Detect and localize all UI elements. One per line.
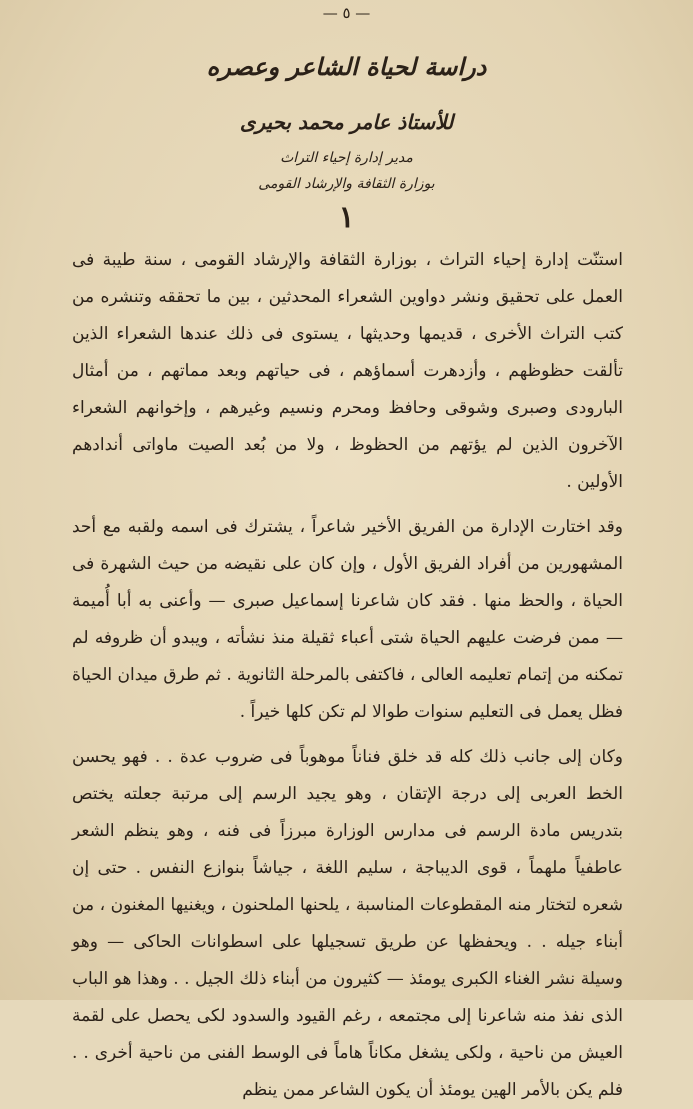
author-affiliation-line-2: بوزارة الثقافة والإرشاد القومى: [258, 176, 435, 192]
author-line: للأستاذ عامر محمد بحيرى: [239, 110, 454, 134]
paragraph-3: وكان إلى جانب ذلك كله قد خلق فناناً موهوباً فى ضروب عدة . . فهو يحسن الخط العربى إلى درجة الإتقان ، وهو يجيد الرسم إلى مرتبة جعلته يختص بتدريس مادة الرسم فى مدارس الوزارة مبرزاً فى فنه ، وهو ينظم الشعر عاطفياً ملهماً ، قوى الديباجة ، سليم اللغة ، جياشاً بنوازع النفس . حتى إن شعره لتختار منه المقطوعات المناسبة ، يلحنها الملحنون ، ويغنيها المغنون ، من أبناء جيله . . ويحفظها عن طريق تسجيلها على اسطوانات الحاكى — وهو وسيلة نشر الغناء الكبرى يومئذ — كثيرون من أبناء ذلك الجيل . . وهذا هو الباب الذى نفذ منه شاعرنا إلى مجتمعه ، رغم القيود والسدود لكى يحصل على لقمة العيش من ناحية ، ولكى يشغل مكاناً هاماً فى الوسط الفنى من ناحية أخرى . . فلم يكن بالأمر الهين يومئذ أن يكون الشاعر ممن ينظم: [72, 747, 623, 1100]
page-title: دراسة لحياة الشاعر وعصره: [206, 52, 487, 81]
section-number: ١: [338, 200, 355, 235]
paragraph-1: استنّت إدارة إحياء التراث ، بوزارة الثقافة والإرشاد القومى ، سنة طيبة فى العمل على تحقيق ونشر دواوين الشعراء المحدثين ، بين ما تحققه وتنشره من كتب التراث الأخرى ، قديمها وحديثها ، يستوى فى ذلك عندها الشعراء الذين تألقت حظوظهم ، وأزدهرت أسماؤهم ، فى حياتهم وبعد مماتهم ، من أمثال البارودى وصبرى وشوقى وحافظ ومحرم ونسيم وغيرهم ، وإخوانهم الشعراء الآخرون الذين لم يؤتهم من الحظوظ ، ولا من بُعد الصيت ماواتى أندادهم الأولين .: [72, 250, 623, 492]
body-text: [72, 242, 623, 1109]
page-number: — ٥ —: [322, 4, 371, 22]
paragraph-2: وقد اختارت الإدارة من الفريق الأخير شاعراً ، يشترك فى اسمه ولقبه مع أحد المشهورين من أفراد الفريق الأول ، وإن كان على نقيضه من حيث الشهرة فى الحياة ، والحظ منها . فقد كان شاعرنا إسماعيل صبرى — وأعنى به أبا أُميمة — ممن فرضت عليهم الحياة شتى أعباء ثقيلة منذ نشأته ، ويبدو أن ظروفه لم تمكنه من إتمام تعليمه العالى ، فاكتفى بالمرحلة الثانوية . ثم طرق ميدان الحياة فظل يعمل فى التعليم سنوات طوالا لم تكن كلها خيراً .: [72, 517, 623, 722]
author-affiliation-line-1: مدير إدارة إحياء التراث: [280, 150, 413, 166]
